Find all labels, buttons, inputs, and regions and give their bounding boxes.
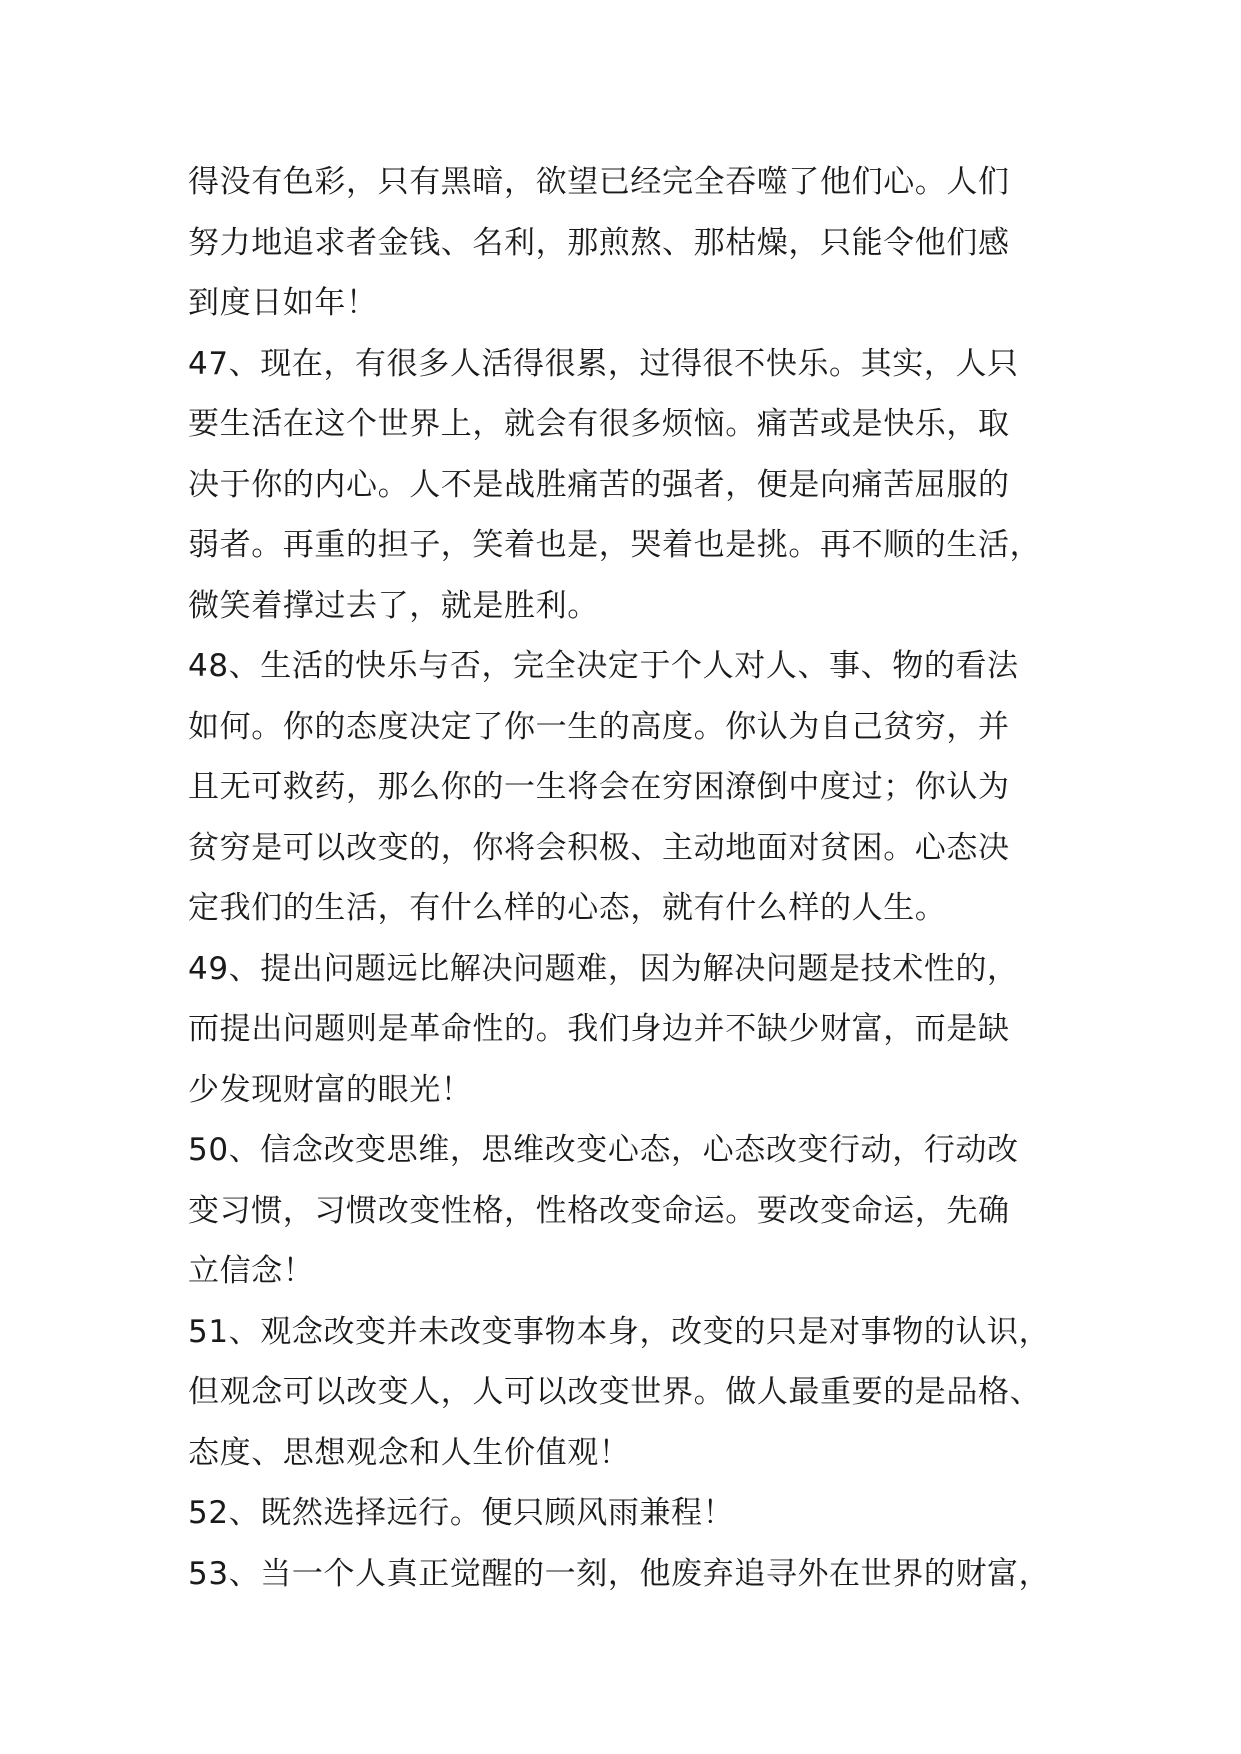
text-line: 47、现在，有很多人活得很累，过得很不快乐。其实，人只 [188,345,1019,382]
text-line: 立信念！ [188,1253,315,1289]
text-line: 弱者。再重的担子，笑着也是，哭着也是挑。再不顺的生活， [188,527,1042,563]
text-line: 到度日如年！ [188,285,378,321]
text-line: 53、当一个人真正觉醒的一刻，他废弃追寻外在世界的财富， [188,1555,1051,1592]
text-line: 如何。你的态度决定了你一生的高度。你认为自己贫穷，并 [188,708,1010,745]
text-line: 微笑着撑过去了，就是胜利。 [188,587,599,624]
text-line: 努力地追求者金钱、名利，那煎熬、那枯燥，只能令他们感 [188,224,1010,261]
text-line: 得没有色彩，只有黑暗，欲望已经完全吞噬了他们心。人们 [188,164,1010,200]
text-line: 少发现财富的眼光！ [188,1071,473,1108]
text-line: 48、生活的快乐与否，完全决定于个人对人、事、物的看法 [188,648,1019,684]
text-line: 且无可救药，那么你的一生将会在穷困潦倒中度过；你认为 [188,769,1010,805]
text-line: 但观念可以改变人，人可以改变世界。做人最重要的是品格、 [188,1374,1042,1410]
text-line: 态度、思想观念和人生价值观！ [188,1434,631,1471]
document-body [188,152,1068,1604]
text-line: 决于你的内心。人不是战胜痛苦的强者，便是向痛苦屈服的 [188,466,1010,503]
text-line: 而提出问题则是革命性的。我们身边并不缺少财富，而是缺 [188,1011,1010,1047]
text-line: 变习惯，习惯改变性格，性格改变命运。要改变命运，先确 [188,1192,1010,1229]
text-line: 贫穷是可以改变的，你将会积极、主动地面对贫困。心态决 [188,829,1010,866]
text-line: 定我们的生活，有什么样的心态，就有什么样的人生。 [188,890,947,926]
text-line: 49、提出问题远比解决问题难，因为解决问题是技术性的， [188,950,1019,987]
text-line: 51、观念改变并未改变事物本身，改变的只是对事物的认识， [188,1313,1051,1350]
text-line: 要生活在这个世界上，就会有很多烦恼。痛苦或是快乐，取 [188,406,1010,442]
text-line: 50、信念改变思维，思维改变心态，心态改变行动，行动改 [188,1132,1019,1168]
text-line: 52、既然选择远行。便只顾风雨兼程！ [188,1495,735,1531]
